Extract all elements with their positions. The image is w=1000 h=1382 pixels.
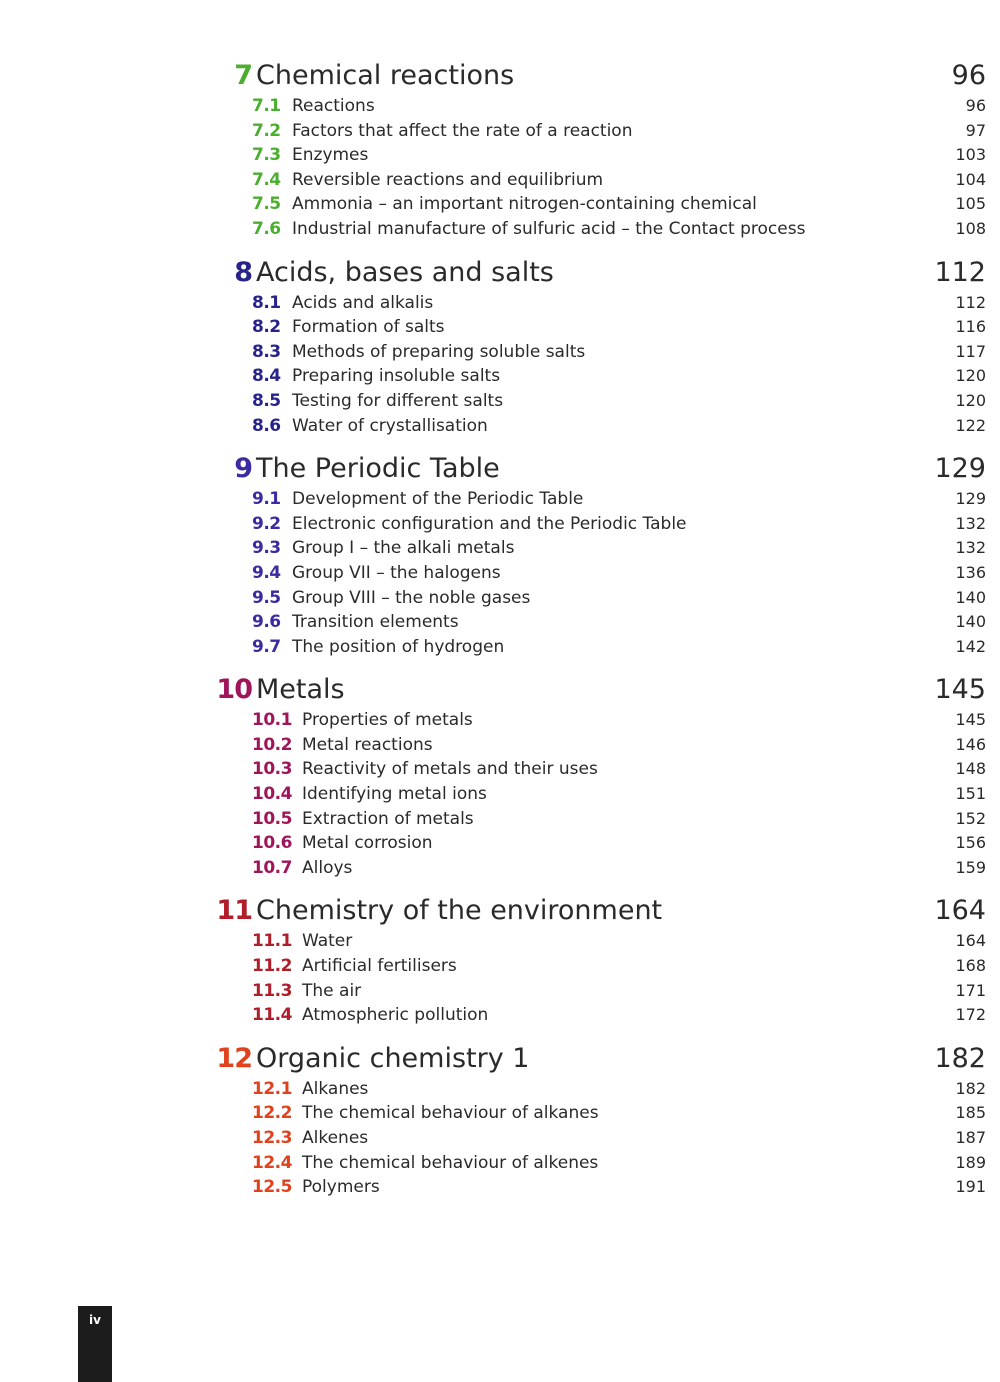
section-number: 12.4: [252, 1152, 292, 1173]
section-number: 7.4: [252, 169, 281, 190]
section-entry[interactable]: [214, 1003, 986, 1028]
chapter-title: Metals: [256, 674, 345, 706]
chapter-title: Chemistry of the environment: [256, 895, 663, 927]
chapter-title: The Periodic Table: [256, 453, 500, 485]
chapter-heading[interactable]: [214, 255, 986, 291]
section-entry[interactable]: [214, 954, 986, 979]
section-page: 152: [955, 808, 986, 828]
section-number: 9.5: [252, 587, 281, 608]
section-page: 140: [955, 612, 986, 632]
section-title: Properties of metals: [302, 710, 473, 731]
section-entry[interactable]: [214, 217, 986, 242]
section-entry[interactable]: [214, 1175, 986, 1200]
section-entry[interactable]: [214, 414, 986, 439]
section-page: 103: [955, 145, 986, 165]
section-title: Electronic configuration and the Periodic Table: [292, 513, 687, 534]
section-number: 10.7: [252, 857, 292, 878]
chapter-number: 12: [216, 1042, 252, 1074]
section-page: 104: [955, 169, 986, 189]
section-number: 8.1: [252, 292, 281, 313]
section-entry[interactable]: [214, 1151, 986, 1176]
section-number: 7.1: [252, 96, 281, 116]
section-entry[interactable]: [214, 1126, 986, 1151]
section-number: 7.2: [252, 120, 281, 141]
section-title: The air: [302, 980, 362, 1001]
section-page: 187: [955, 1128, 986, 1147]
section-page: 120: [955, 390, 986, 410]
section-page: 132: [955, 538, 986, 558]
section-number: 12.3: [252, 1128, 292, 1148]
section-title: Extraction of metals: [302, 808, 474, 829]
section-entry[interactable]: [214, 586, 986, 611]
section-number: 12.5: [252, 1177, 292, 1198]
chapter-number: 10: [216, 674, 252, 706]
section-number: 9.6: [252, 612, 281, 633]
section-page: 171: [955, 980, 986, 1000]
section-number: 8.5: [252, 390, 281, 411]
section-title: Industrial manufacture of sulfuric acid – the Contact process: [292, 218, 806, 239]
chapter-number: 9: [234, 453, 252, 485]
section-page: 105: [955, 194, 986, 214]
section-page: 191: [955, 1177, 986, 1197]
section-entry[interactable]: [214, 782, 986, 807]
section-number: 8.2: [252, 317, 281, 338]
section-entry[interactable]: [214, 831, 986, 856]
chapter-page: 112: [934, 256, 986, 288]
chapter-number: 8: [234, 256, 252, 288]
section-entry[interactable]: [214, 512, 986, 537]
chapter-10: [214, 672, 986, 880]
section-number: 10.3: [252, 759, 292, 780]
section-page: 185: [955, 1103, 986, 1123]
section-page: 136: [955, 562, 986, 582]
section-number: 9.2: [252, 513, 281, 534]
section-page: 112: [955, 292, 986, 312]
section-page: 117: [955, 341, 986, 361]
section-page: 97: [965, 120, 986, 140]
section-title: Acids and alkalis: [292, 292, 434, 313]
section-entry[interactable]: [214, 119, 986, 144]
chapter-page: 145: [934, 674, 986, 706]
section-title: Formation of salts: [292, 317, 445, 338]
section-number: 10.6: [252, 833, 292, 854]
section-entry[interactable]: [214, 757, 986, 782]
section-page: 129: [955, 489, 986, 509]
chapter-page: 129: [934, 453, 986, 485]
section-title: Factors that affect the rate of a reaction: [292, 120, 633, 141]
section-number: 7.3: [252, 145, 281, 166]
section-number: 9.7: [252, 636, 281, 657]
section-number: 8.4: [252, 366, 281, 387]
chapter-heading[interactable]: [214, 58, 986, 94]
chapter-8: [214, 255, 986, 439]
section-title: Group I – the alkali metals: [292, 538, 515, 559]
section-entry[interactable]: [214, 536, 986, 561]
section-number: 12.1: [252, 1078, 292, 1099]
section-title: Polymers: [302, 1177, 380, 1198]
section-number: 8.6: [252, 415, 281, 436]
section-title: Preparing insoluble salts: [292, 366, 501, 387]
section-entry[interactable]: [214, 364, 986, 389]
section-title: Methods of preparing soluble salts: [292, 341, 586, 362]
section-number: 10.4: [252, 784, 292, 805]
section-title: Testing for different salts: [292, 390, 504, 411]
section-entry[interactable]: [214, 487, 986, 512]
section-entry[interactable]: [214, 1077, 986, 1102]
section-page: 182: [955, 1078, 986, 1098]
chapter-page: 164: [934, 895, 986, 927]
section-page: 189: [955, 1152, 986, 1172]
chapter-title: Organic chemistry 1: [256, 1042, 530, 1074]
section-entry[interactable]: [214, 291, 986, 316]
section-number: 11.2: [252, 956, 292, 977]
section-title: Enzymes: [292, 145, 369, 166]
section-page: 132: [955, 513, 986, 533]
section-title: Metal reactions: [302, 734, 433, 755]
section-title: Water: [302, 931, 353, 952]
section-entry[interactable]: [214, 340, 986, 365]
section-title: The chemical behaviour of alkanes: [302, 1103, 599, 1124]
section-page: 156: [955, 833, 986, 853]
section-page: 116: [955, 317, 986, 337]
section-entry[interactable]: [214, 635, 986, 660]
section-page: 159: [955, 857, 986, 877]
section-page: 122: [955, 415, 986, 435]
chapter-number: 7: [234, 60, 252, 91]
section-entry[interactable]: [214, 143, 986, 168]
section-number: 7.5: [252, 194, 281, 215]
chapter-7: [214, 58, 986, 242]
section-entry[interactable]: [214, 94, 986, 119]
chapter-page: 96: [951, 60, 986, 91]
page-number-tab: [78, 1306, 112, 1382]
section-number: 11.1: [252, 931, 292, 952]
section-entry[interactable]: [214, 561, 986, 586]
section-title: Metal corrosion: [302, 833, 433, 854]
section-number: 10.2: [252, 734, 292, 755]
section-entry[interactable]: [214, 192, 986, 217]
section-number: 10.5: [252, 808, 292, 829]
section-page: 120: [955, 366, 986, 386]
section-number: 11.3: [252, 980, 292, 1001]
section-number: 9.4: [252, 562, 281, 583]
chapter-12: [214, 1041, 986, 1200]
chapter-title: Acids, bases and salts: [256, 256, 554, 288]
chapter-page: 182: [934, 1042, 986, 1074]
section-page: 96: [965, 96, 986, 115]
section-number: 11.4: [252, 1005, 292, 1026]
page-number: iv: [89, 1313, 101, 1327]
section-page: 108: [955, 218, 986, 238]
section-title: Group VII – the halogens: [292, 562, 501, 583]
section-entry[interactable]: [214, 610, 986, 635]
section-title: Development of the Periodic Table: [292, 489, 584, 510]
chapter-heading[interactable]: [214, 672, 986, 708]
chapter-9: [214, 451, 986, 659]
chapter-number: 11: [216, 895, 252, 927]
section-entry[interactable]: [214, 389, 986, 414]
section-number: 12.2: [252, 1103, 292, 1124]
section-entry[interactable]: [214, 168, 986, 193]
section-number: 10.1: [252, 710, 292, 731]
section-page: 140: [955, 587, 986, 607]
section-number: 9.1: [252, 489, 281, 510]
section-title: Ammonia – an important nitrogen-containing chemical: [292, 194, 757, 215]
section-page: 151: [955, 784, 986, 804]
section-page: 172: [955, 1005, 986, 1025]
section-entry[interactable]: [214, 1101, 986, 1126]
section-title: Identifying metal ions: [302, 784, 487, 805]
chapter-heading[interactable]: [214, 893, 986, 929]
section-page: 148: [955, 759, 986, 779]
section-title: Alloys: [302, 857, 353, 878]
section-title: Alkenes: [302, 1128, 369, 1148]
section-title: Transition elements: [292, 612, 459, 633]
section-page: 168: [955, 956, 986, 976]
section-title: Reactions: [292, 96, 375, 116]
section-title: The chemical behaviour of alkenes: [302, 1152, 599, 1173]
section-title: Alkanes: [302, 1078, 369, 1099]
section-entry[interactable]: [214, 807, 986, 832]
section-number: 7.6: [252, 218, 281, 239]
section-title: Reactivity of metals and their uses: [302, 759, 598, 780]
section-page: 146: [955, 734, 986, 754]
section-entry[interactable]: [214, 315, 986, 340]
table-of-contents: [214, 58, 986, 1213]
section-page: 142: [955, 636, 986, 656]
section-title: Artificial fertilisers: [302, 956, 457, 977]
section-entry[interactable]: [214, 856, 986, 881]
section-title: Reversible reactions and equilibrium: [292, 169, 604, 190]
section-title: Atmospheric pollution: [302, 1005, 489, 1026]
chapter-heading[interactable]: [214, 451, 986, 487]
section-number: 9.3: [252, 538, 281, 559]
section-entry[interactable]: [214, 979, 986, 1004]
section-page: 164: [955, 931, 986, 951]
section-number: 8.3: [252, 341, 281, 362]
chapter-heading[interactable]: [214, 1041, 986, 1077]
section-entry[interactable]: [214, 733, 986, 758]
section-entry[interactable]: [214, 929, 986, 954]
section-entry[interactable]: [214, 708, 986, 733]
chapter-11: [214, 893, 986, 1027]
chapter-title: Chemical reactions: [256, 60, 515, 91]
section-page: 145: [955, 710, 986, 730]
section-title: The position of hydrogen: [292, 636, 505, 657]
section-title: Water of crystallisation: [292, 415, 488, 436]
section-title: Group VIII – the noble gases: [292, 587, 531, 608]
